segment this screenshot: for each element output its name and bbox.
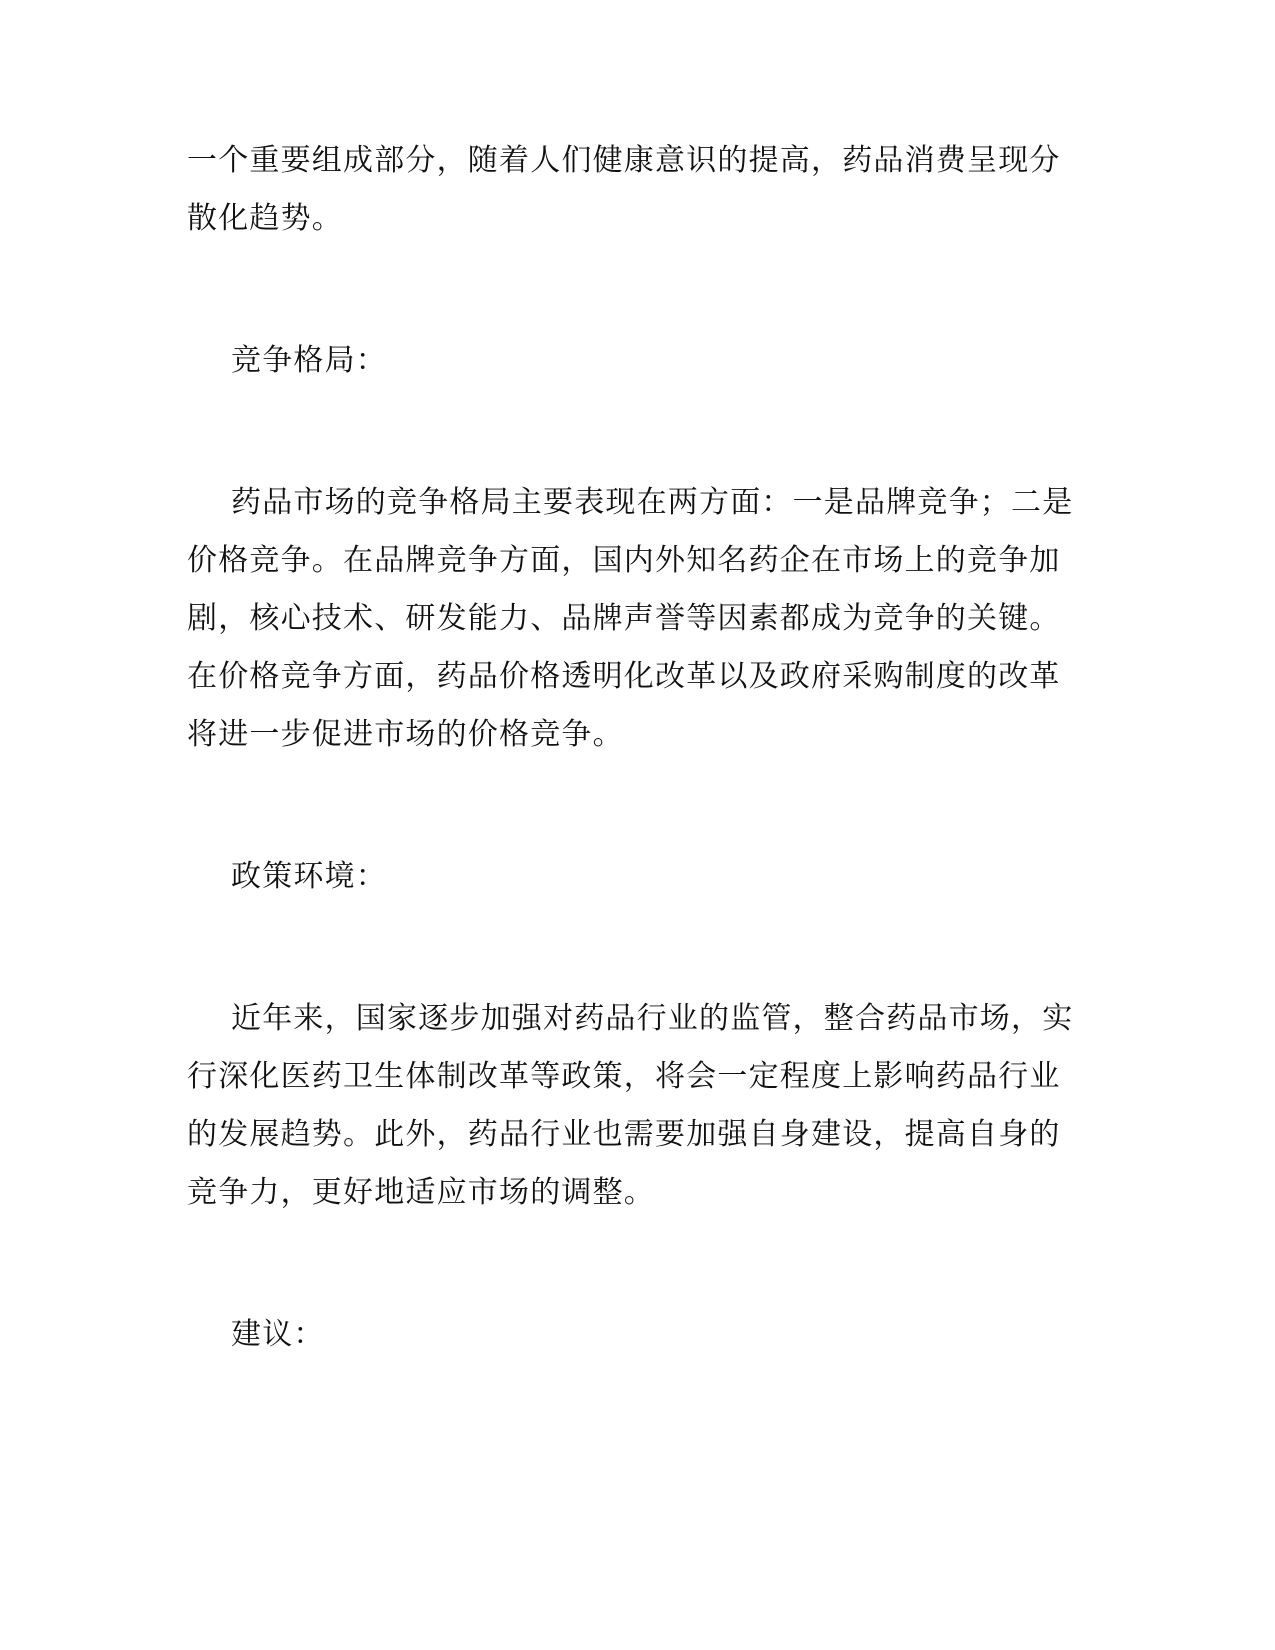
heading-competition	[187, 332, 1057, 390]
section-heading: 竞争格局：	[231, 343, 387, 378]
text-line: 的发展趋势。此外，药品行业也需要加强自身建设，提高自身的	[187, 1117, 1061, 1152]
paragraph-spacer	[187, 1222, 1057, 1306]
heading-suggestions	[187, 1306, 1057, 1364]
text-line: 行深化医药卫生体制改革等政策，将会一定程度上影响药品行业	[187, 1059, 1061, 1094]
paragraph-competition	[187, 474, 1074, 764]
text-line: 近年来，国家逐步加强对药品行业的监管，整合药品市场，实	[231, 1001, 1074, 1036]
document-body	[187, 132, 1074, 1364]
text-line: 剧，核心技术、研发能力、品牌声誉等因素都成为竞争的关键。	[187, 601, 1061, 636]
paragraph-spacer	[187, 764, 1057, 848]
paragraph-spacer	[187, 248, 1057, 332]
text-line: 在价格竞争方面，药品价格透明化改革以及政府采购制度的改革	[187, 659, 1061, 694]
paragraph-spacer	[187, 390, 1057, 474]
text-line: 将进一步促进市场的价格竞争。	[187, 717, 624, 752]
section-heading: 政策环境：	[231, 859, 387, 894]
text-line: 竞争力，更好地适应市场的调整。	[187, 1175, 655, 1210]
paragraph-spacer	[187, 906, 1057, 990]
text-line: 散化趋势。	[187, 201, 343, 236]
paragraph-market-trend	[187, 132, 1061, 248]
text-line: 价格竞争。在品牌竞争方面，国内外知名药企在市场上的竞争加	[187, 543, 1061, 578]
paragraph-policy	[187, 990, 1074, 1222]
text-line: 药品市场的竞争格局主要表现在两方面：一是品牌竞争；二是	[231, 485, 1074, 520]
section-heading: 建议：	[231, 1317, 325, 1352]
text-line: 一个重要组成部分，随着人们健康意识的提高，药品消费呈现分	[187, 143, 1061, 178]
heading-policy	[187, 848, 1057, 906]
